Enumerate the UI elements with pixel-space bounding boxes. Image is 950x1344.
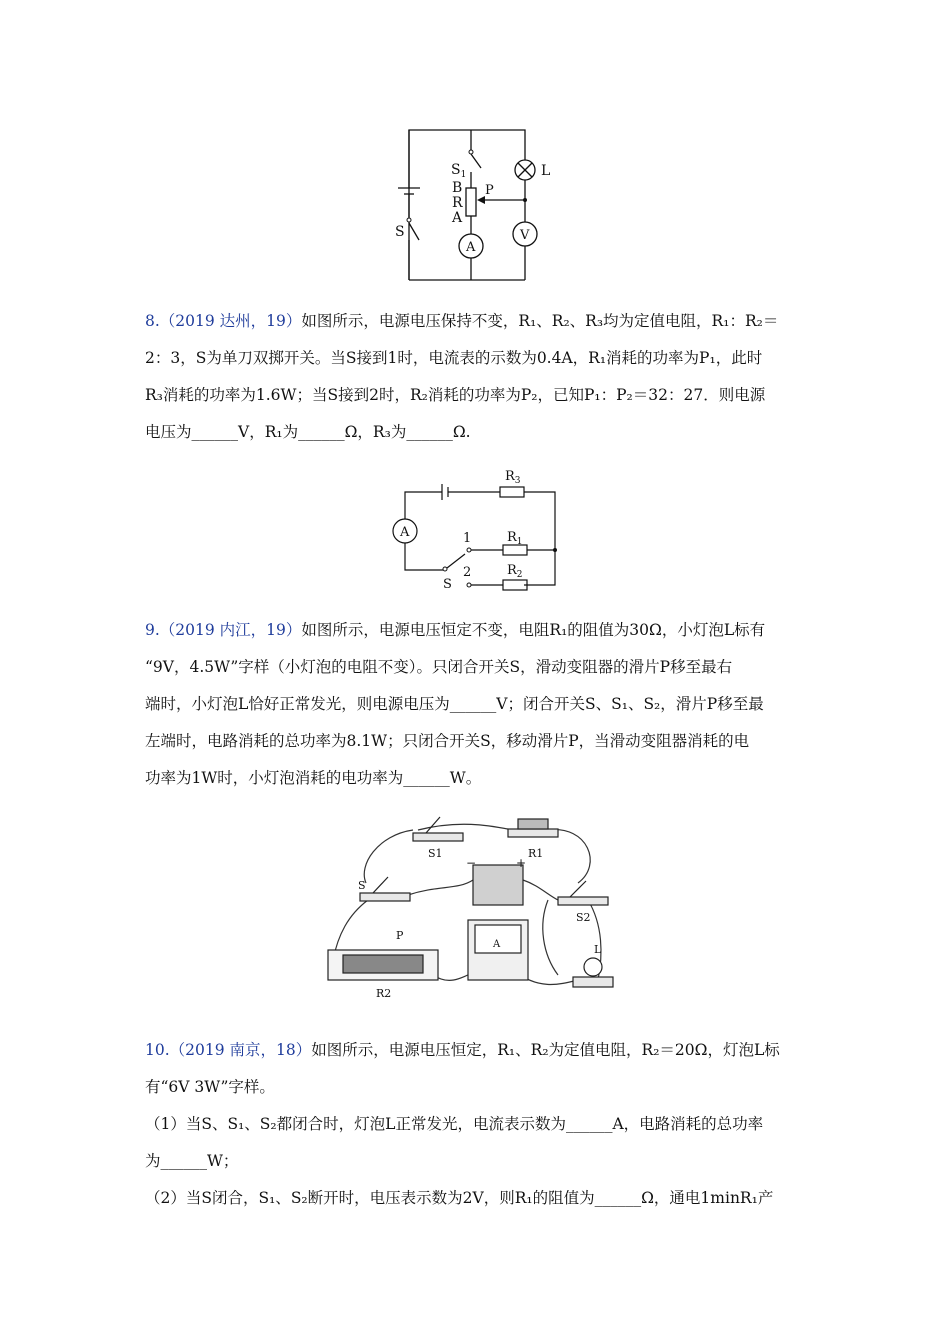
q10-line2: 有“6V 3W”字样。 xyxy=(145,1078,275,1096)
question-8 xyxy=(145,303,810,451)
q8-line4: 电压为______V，R₁为______Ω，R₃为______Ω. xyxy=(145,423,471,441)
q9-source: （2019 内江，19） xyxy=(159,621,302,639)
q10-line3: （1）当S、S₁、S₂都闭合时，灯泡L正常发光，电流表示数为______A，电路消耗的总功率 xyxy=(145,1115,764,1133)
question-10 xyxy=(145,1032,810,1217)
q8-line2: 2：3，S为单刀双掷开关。当S接到1时，电流表的示数为0.4A，R₁消耗的功率为P₁，此时 xyxy=(145,349,763,367)
ammeter-symbol: A xyxy=(400,525,410,540)
label-s2: S2 xyxy=(576,911,591,924)
q9-line1: 如图所示，电源电压恒定不变，电阻R₁的阻值为30Ω，小灯泡L标有 xyxy=(301,621,766,639)
battery-plus: + xyxy=(516,856,527,870)
label-b: B xyxy=(452,180,463,196)
label-r2: R2 xyxy=(376,987,392,1000)
label-r1: R1 xyxy=(528,847,544,860)
q10-line4: 为______W； xyxy=(145,1152,239,1170)
label-l: L xyxy=(541,163,551,179)
q9-line5: 功率为1W时，小灯泡消耗的电功率为______W。 xyxy=(145,769,482,787)
q9-line4: 左端时，电路消耗的总功率为8.1W；只闭合开关S，移动滑片P，当滑动变阻器消耗的电 xyxy=(145,732,750,750)
label-s: S xyxy=(443,577,452,592)
circuit-diagram-fig7 xyxy=(395,122,565,287)
label-l: L xyxy=(594,943,602,956)
label-s: S xyxy=(358,879,366,892)
physical-circuit-fig9 xyxy=(318,805,618,1005)
label-r: R xyxy=(452,195,463,211)
label-p: P xyxy=(396,929,404,942)
circuit-diagram-fig8 xyxy=(385,462,565,592)
q8-source: （2019 达州，19） xyxy=(159,312,302,330)
label-r1: $R_1$ xyxy=(507,530,523,547)
label-r2: $R_2$ xyxy=(507,563,523,580)
meter-symbol: A xyxy=(493,939,501,950)
label-s: S xyxy=(395,224,405,240)
battery-minus: − xyxy=(466,856,477,870)
label-s1: $S_1$ xyxy=(451,162,467,180)
q9-line3: 端时，小灯泡L恰好正常发光，则电源电压为______V；闭合开关S、S₁、S₂，滑片P移至最 xyxy=(145,695,764,713)
q9-number: 9. xyxy=(145,621,160,639)
label-a: A xyxy=(452,210,463,226)
q8-line3: R₃消耗的功率为1.6W；当S接到2时，R₂消耗的功率为P₂，已知P₁：P₂＝32：27．则电源 xyxy=(145,386,766,404)
ammeter-symbol: A xyxy=(466,240,476,255)
question-9 xyxy=(145,612,810,797)
q9-line2: “9V，4.5W”字样（小灯泡的电阻不变）。只闭合开关S，滑动变阻器的滑片P移至最右 xyxy=(145,658,733,676)
q10-source: （2019 南京，18） xyxy=(169,1041,312,1059)
q10-number: 10. xyxy=(145,1041,170,1059)
q8-number: 8. xyxy=(145,312,160,330)
voltmeter-symbol: V xyxy=(520,228,530,243)
label-1: 1 xyxy=(463,531,472,546)
q8-line1: 如图所示，电源电压保持不变，R₁、R₂、R₃均为定值电阻，R₁：R₂＝ xyxy=(301,312,779,330)
q10-line1: 如图所示，电源电压恒定，R₁、R₂为定值电阻，R₂＝20Ω，灯泡L标 xyxy=(311,1041,780,1059)
label-r3: $R_3$ xyxy=(505,469,521,486)
label-s1: S1 xyxy=(428,847,443,860)
label-p: P xyxy=(485,183,494,198)
label-2: 2 xyxy=(463,565,472,580)
q10-line5: （2）当S闭合，S₁、S₂断开时，电压表示数为2V，则R₁的阻值为______Ω，通电1minR₁产 xyxy=(145,1189,774,1207)
